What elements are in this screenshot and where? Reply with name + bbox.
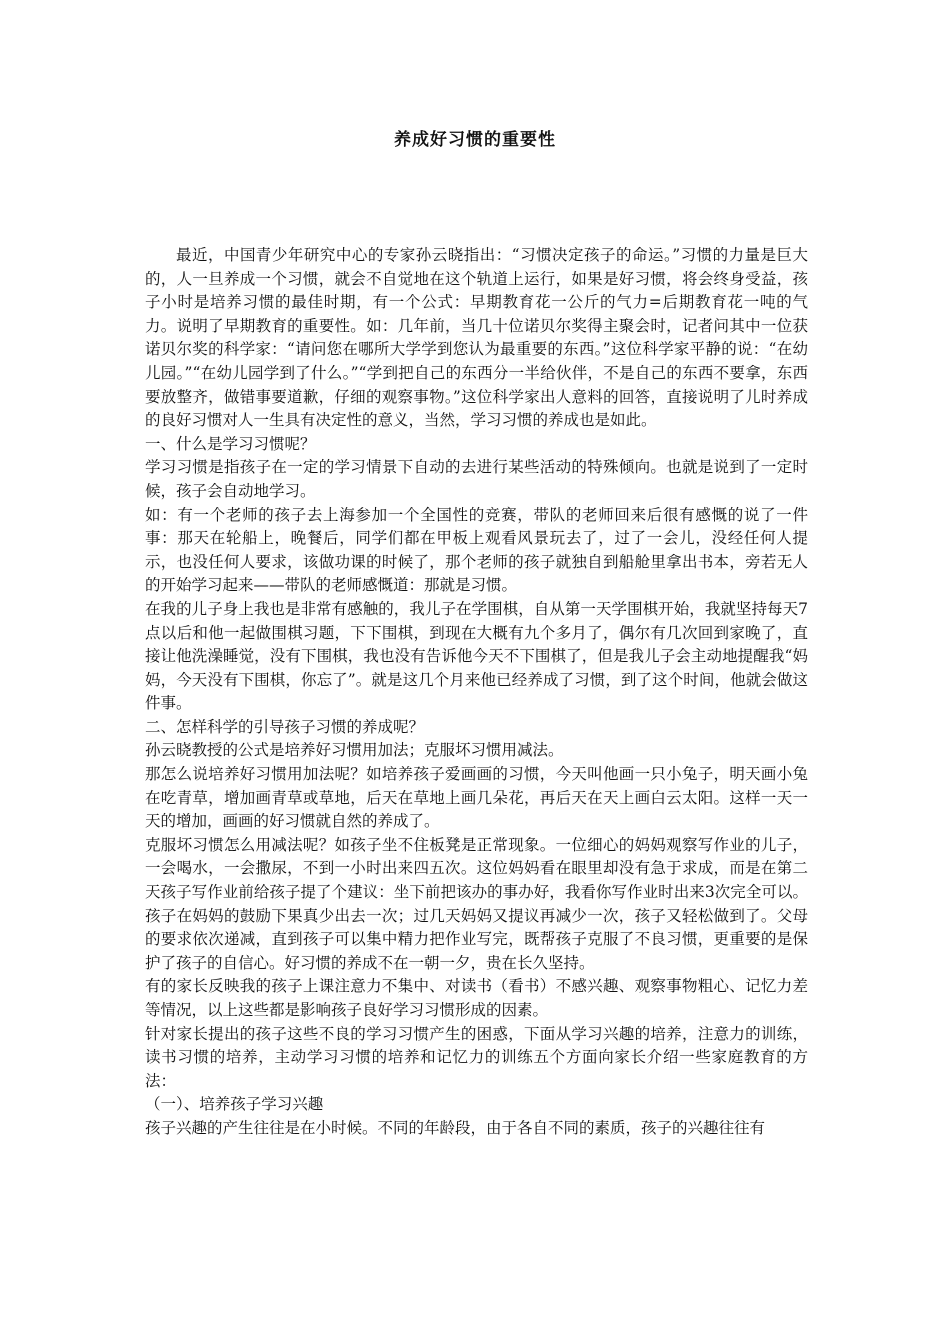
paragraph: 克服坏习惯怎么用减法呢？如孩子坐不住板凳是正常现象。一位细心的妈妈观察写作业的儿子，一会喝水，一会撒尿，不到一小时出来四五次。这位妈妈看在眼里却没有急于求成，而是在第二天孩子写作业前给孩子提了个建议：坐下前把该办的事办好，我看你写作业时出来3次完全可以。孩子在妈妈的鼓励下果真少出去一次；过几天妈妈又提议再减少一次，孩子又轻松做到了。父母的要求依次递减，直到孩子可以集中精力把作业写完，既帮孩子克服了不良习惯，更重要的是保护了孩子的自信心。好习惯的养成不在一朝一夕，贵在长久坚持。 [145,835,808,972]
section-heading-2: 二、怎样科学的引导孩子习惯的养成呢？ [145,717,425,736]
paragraph: 有的家长反映我的孩子上课注意力不集中、对读书（看书）不感兴趣、观察事物粗心、记忆力差等情况，以上这些都是影响孩子良好学习习惯形成的因素。 [145,977,808,1019]
paragraph: 孩子兴趣的产生往往是在小时候。不同的年龄段，由于各自不同的素质，孩子的兴趣往往有 [145,1118,766,1137]
document-body [145,244,808,1141]
paragraph: 那怎么说培养好习惯用加法呢？如培养孩子爱画画的习惯，今天叫他画一只小兔子，明天画小兔在吃青草，增加画青草或草地，后天在草地上画几朵花，再后天在天上画白云太阳。这样一天一天的增加，画画的好习惯就自然的养成了。 [145,765,808,831]
section-heading-1: 一、什么是学习习惯呢？ [145,434,316,453]
paragraph: 针对家长提出的孩子这些不良的学习习惯产生的困惑，下面从学习兴趣的培养，注意力的训练，读书习惯的培养，主动学习习惯的培养和记忆力的训练五个方面向家长介绍一些家庭教育的方法： [145,1024,808,1090]
document-title: 养成好习惯的重要性 [394,130,556,150]
paragraph: 在我的儿子身上我也是非常有感触的，我儿子在学围棋，自从第一天学围棋开始，我就坚持每天7点以后和他一起做围棋习题，下下围棋，到现在大概有九个多月了，偶尔有几次回到家晚了，直接让他洗澡睡觉，没有下围棋，我也没有告诉他今天不下围棋了，但是我儿子会主动地提醒我“妈妈，今天没有下围棋，你忘了”。就是这几个月来他已经养成了习惯，到了这个时间，他就会做这件事。 [145,599,808,713]
subsection-heading-1: （一）、培养孩子学习兴趣 [145,1095,324,1114]
paragraph-intro: 最近，中国青少年研究中心的专家孙云晓指出：“习惯决定孩子的命运。”习惯的力量是巨大的，人一旦养成一个习惯，就会不自觉地在这个轨道上运行，如果是好习惯，将会终身受益，孩子小时是培养习惯的最佳时期，有一个公式：早期教育花一公斤的气力=后期教育花一吨的气力。说明了早期教育的重要性。如：几年前，当几十位诺贝尔奖得主聚会时，记者问其中一位获诺贝尔奖的科学家：“请问您在哪所大学学到您认为最重要的东西。”这位科学家平静的说：“在幼儿园。”“在幼儿园学到了什么。”“学到把自己的东西分一半给伙伴，不是自己的东西不要拿，东西要放整齐，做错事要道歉，仔细的观察事物。”这位科学家出人意料的回答，直接说明了儿时养成的良好习惯对人一生具有决定性的意义，当然，学习习惯的养成也是如此。 [145,246,808,430]
paragraph: 孙云晓教授的公式是培养好习惯用加法；克服坏习惯用减法。 [145,741,564,760]
paragraph: 如：有一个老师的孩子去上海参加一个全国性的竞赛，带队的老师回来后很有感慨的说了一件事：那天在轮船上，晚餐后，同学们都在甲板上观看风景玩去了，过了一会儿，没经任何人提示，也没任何人要求，该做功课的时候了，那个老师的孩子就独自到船舱里拿出书本，旁若无人的开始学习起来——带队的老师感慨道：那就是习惯。 [145,505,808,595]
paragraph: 学习习惯是指孩子在一定的学习情景下自动的去进行某些活动的特殊倾向。也就是说到了一定时候，孩子会自动地学习。 [145,458,808,500]
